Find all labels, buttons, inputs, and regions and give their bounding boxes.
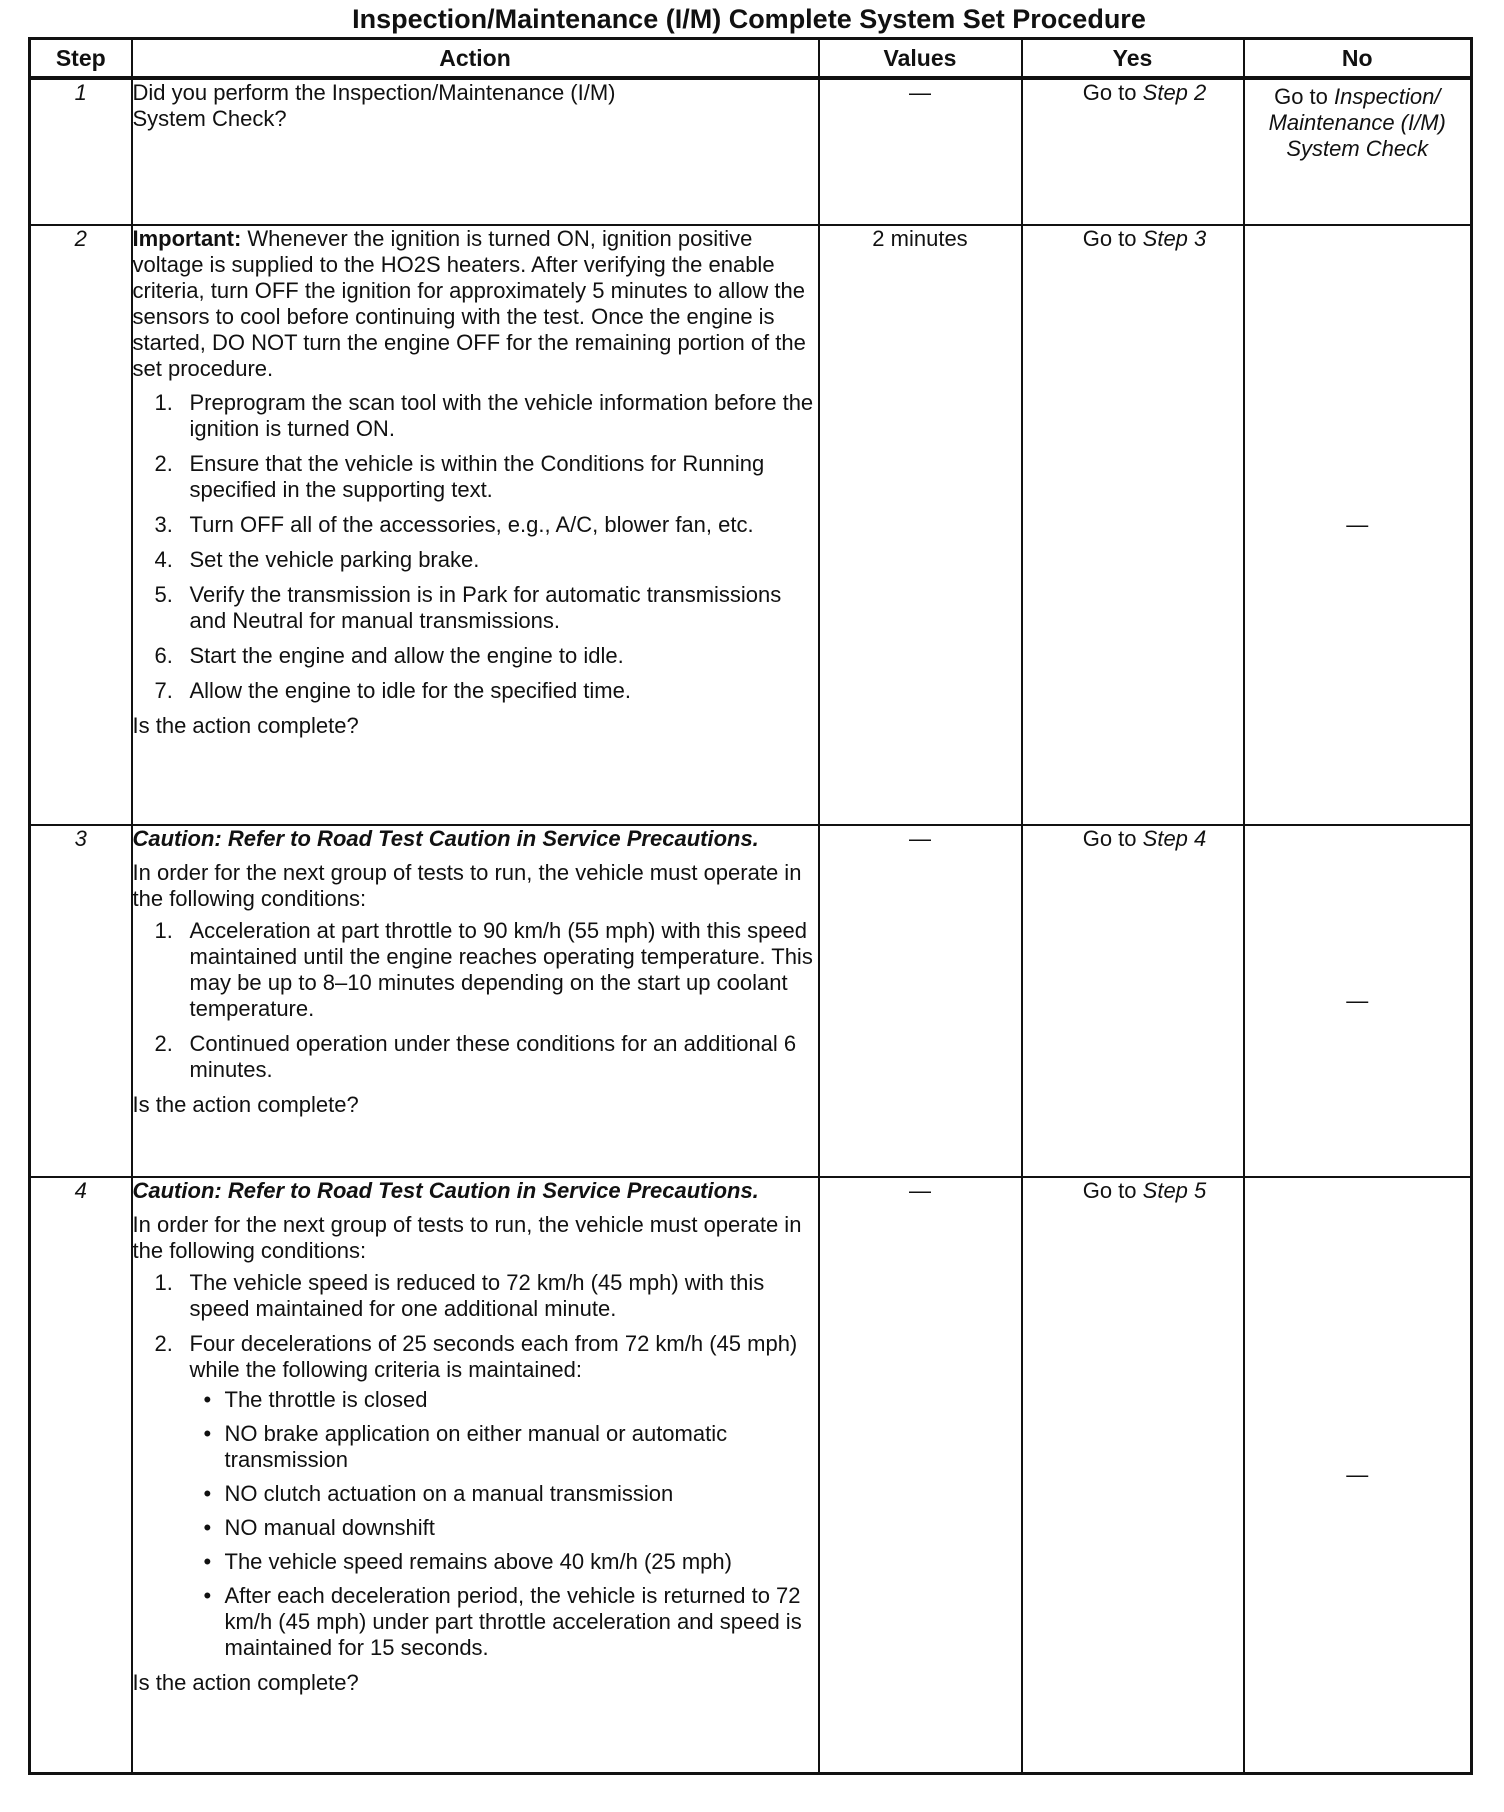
page-title: Inspection/Maintenance (I/M) Complete System Set Procedure — [352, 4, 1146, 34]
list-item: 2. Four decelerations of 25 seconds each from 72 km/h (45 mph) while the following criteria is maintained: • The throttle is closed • NO brake application on either manual or automatic transmission • NO clutch actuation on a manual transmission • NO manual downshift • The vehicle speed remains above 40 km/h (25 mph) • After each deceleration period, the vehicle is returned to 72 km/h (45 mph) under part throttle acceleration and speed is maintained for 15 seconds. — [133, 1331, 818, 1661]
list-item: 5. Verify the transmission is in Park for automatic transmissions and Neutral for manual transmissions. — [154, 582, 782, 633]
step-number: 2 — [30, 225, 132, 825]
yes-step-link: Step 2 — [1142, 80, 1207, 105]
yes-step-link: Step 3 — [1142, 226, 1207, 251]
action-cell — [132, 1177, 819, 1773]
action-question: Is the action complete? — [132, 713, 359, 738]
bullet-icon: • — [203, 1387, 212, 1412]
yes-goto: Go to Step 5 — [1082, 1178, 1207, 1203]
table-row-step-2 — [30, 225, 1472, 825]
yes-step-link: Step 4 — [1142, 826, 1207, 851]
table-row-step-1 — [30, 78, 1472, 225]
action-question: Is the action complete? — [132, 1670, 359, 1695]
bullet-icon: • — [203, 1421, 212, 1446]
important-text: Whenever the ignition is turned ON, ignition positive voltage is supplied to the HO2S heaters. After verifying the enable criteria, turn OFF the ignition for approximately 5 minutes to allow the sensors to cool before continuing with the test. Once the engine is started, DO NOT turn the engine OFF for the remaining portion of the set procedure. — [132, 226, 806, 381]
action-intro: In order for the next group of tests to run, the vehicle must operate in the following conditions: — [132, 1212, 802, 1263]
bullet-item: • NO clutch actuation on a manual transmission — [203, 1481, 674, 1506]
bullet-icon: • — [203, 1549, 212, 1574]
action-steps-list — [133, 390, 818, 704]
header-action: Action — [132, 39, 819, 79]
values-cell: — — [819, 825, 1022, 1177]
yes-cell — [1022, 78, 1244, 225]
step-number: 1 — [30, 78, 132, 225]
procedure-table — [28, 37, 1473, 1775]
bullet-item: • NO manual downshift — [203, 1515, 435, 1540]
action-cell — [132, 225, 819, 825]
values-cell: — — [819, 1177, 1022, 1773]
header-no: No — [1244, 39, 1472, 79]
bullet-item: • NO brake application on either manual or automatic transmission — [203, 1421, 728, 1472]
list-item: 1. Preprogram the scan tool with the vehicle information before the ignition is turned ON. — [154, 390, 814, 441]
important-note — [133, 226, 818, 382]
header-step: Step — [30, 39, 132, 79]
list-item: 1. Acceleration at part throttle to 90 km/h (55 mph) with this speed maintained until the engine reaches operating temperature. This may be up to 8–10 minutes depending on the start up coolant temperature. — [154, 918, 813, 1021]
caution-note: Caution: Refer to Road Test Caution in Service Precautions. — [132, 826, 759, 851]
bullet-icon: • — [203, 1481, 212, 1506]
list-item: 2. Continued operation under these conditions for an additional 6 minutes. — [154, 1031, 797, 1082]
yes-cell — [1022, 225, 1244, 825]
yes-cell — [1022, 825, 1244, 1177]
header-yes: Yes — [1022, 39, 1244, 79]
bullet-item: • The throttle is closed — [203, 1387, 428, 1412]
list-item: 7. Allow the engine to idle for the specified time. — [154, 678, 631, 703]
header-values: Values — [819, 39, 1022, 79]
no-goto: Go to Inspection/ Maintenance (I/M) System Check — [1268, 84, 1446, 161]
list-item: 6. Start the engine and allow the engine to idle. — [154, 643, 624, 668]
step-number: 3 — [30, 825, 132, 1177]
bullet-icon: • — [203, 1515, 212, 1540]
no-cell: — — [1244, 225, 1472, 825]
yes-cell — [1022, 1177, 1244, 1773]
criteria-bullet-list — [190, 1387, 818, 1661]
yes-step-link: Step 5 — [1142, 1178, 1207, 1203]
values-cell: — — [819, 78, 1022, 225]
action-steps-list — [133, 1270, 818, 1661]
action-question: Is the action complete? — [132, 1092, 359, 1117]
action-steps-list — [133, 918, 818, 1083]
list-item: 4. Set the vehicle parking brake. — [154, 547, 480, 572]
list-item: 3. Turn OFF all of the accessories, e.g., A/C, blower fan, etc. — [154, 512, 754, 537]
list-item: 1. The vehicle speed is reduced to 72 km/h (45 mph) with this speed maintained for one additional minute. — [154, 1270, 765, 1321]
table-row-step-4 — [30, 1177, 1472, 1773]
no-cell — [1244, 78, 1472, 225]
important-label: Important: — [132, 226, 242, 251]
caution-note: Caution: Refer to Road Test Caution in Service Precautions. — [132, 1178, 759, 1203]
bullet-item: • The vehicle speed remains above 40 km/h (25 mph) — [203, 1549, 732, 1574]
values-cell: 2 minutes — [819, 225, 1022, 825]
yes-goto: Go to Step 4 — [1082, 826, 1207, 851]
bullet-icon: • — [203, 1583, 212, 1608]
table-header-row — [30, 39, 1472, 79]
action-text: Did you perform the Inspection/Maintenance (I/M) System Check? — [132, 80, 616, 131]
no-cell: — — [1244, 1177, 1472, 1773]
no-cell: — — [1244, 825, 1472, 1177]
no-step-link: Inspection/ Maintenance (I/M) System Check — [1268, 84, 1446, 161]
action-cell — [132, 825, 819, 1177]
table-row-step-3 — [30, 825, 1472, 1177]
action-intro: In order for the next group of tests to run, the vehicle must operate in the following conditions: — [132, 860, 802, 911]
step-number: 4 — [30, 1177, 132, 1773]
yes-goto: Go to Step 2 — [1082, 80, 1207, 105]
action-cell — [132, 78, 819, 225]
yes-goto: Go to Step 3 — [1082, 226, 1207, 251]
bullet-item: • After each deceleration period, the vehicle is returned to 72 km/h (45 mph) under part throttle acceleration and speed is maintained for 15 seconds. — [203, 1583, 802, 1660]
list-item: 2. Ensure that the vehicle is within the Conditions for Running specified in the supporting text. — [154, 451, 765, 502]
